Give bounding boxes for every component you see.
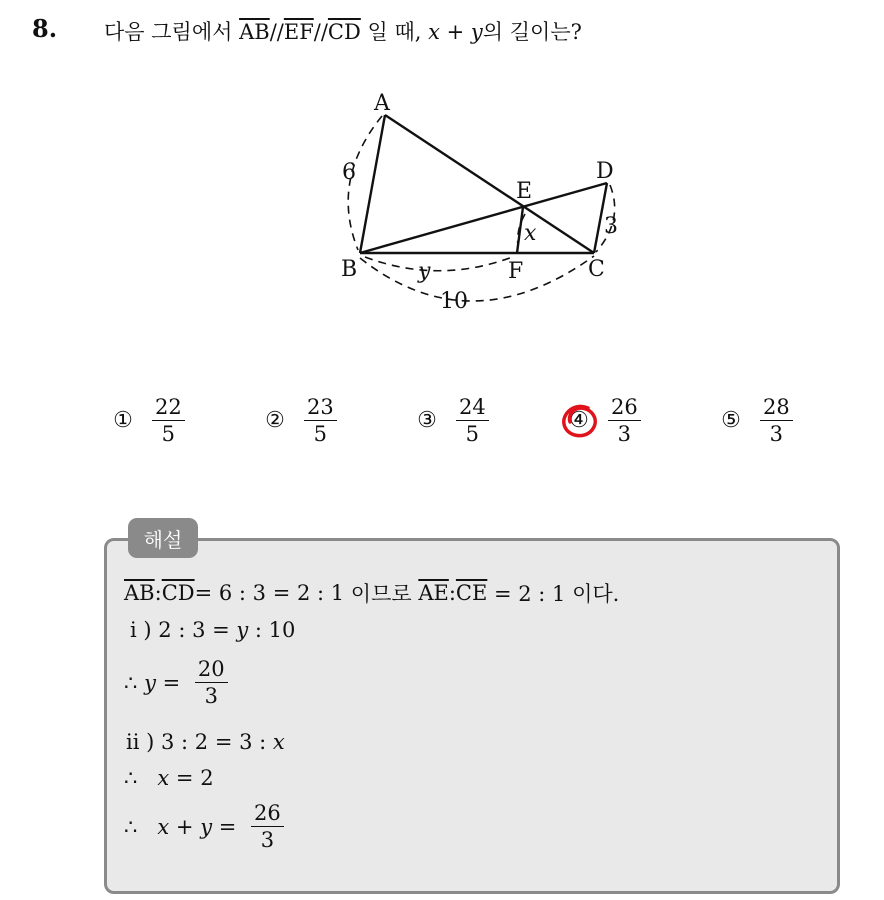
final-eq: =	[212, 814, 244, 839]
label-x: x	[524, 221, 537, 246]
choice-3[interactable]	[414, 385, 489, 455]
figure-lines	[360, 115, 607, 253]
step-label-ii: ii )	[126, 730, 155, 754]
choice-5-numerator: 28	[760, 394, 793, 421]
result-y-denominator: 3	[204, 684, 218, 708]
result-y-fraction	[195, 656, 228, 709]
choice-4-number: ④	[566, 408, 592, 433]
label-b: B	[341, 257, 358, 282]
choice-5-fraction	[760, 394, 793, 447]
choice-5-number: ⑤	[721, 407, 741, 433]
label-c: C	[588, 257, 605, 282]
segment-ef: $\overline{EF}$	[283, 20, 314, 44]
stem-expression: x + y	[428, 20, 483, 44]
choice-1-numerator: 22	[152, 394, 185, 421]
therefore-sign-3: ∴	[124, 814, 138, 839]
solution-line-4	[126, 730, 285, 754]
result-y-var: y	[144, 670, 156, 695]
segment-ef-line	[517, 207, 523, 253]
choice-4-numerator: 26	[608, 394, 641, 421]
solution-tag: 해설	[128, 518, 198, 558]
final-x-var: x	[157, 814, 170, 839]
choice-4-fraction	[608, 394, 641, 447]
solution-line-5	[124, 766, 214, 790]
choice-2-fraction	[304, 394, 337, 447]
parallel-sign-2: //	[313, 20, 328, 44]
choice-2-denominator: 5	[313, 421, 328, 446]
answer-choices	[0, 385, 884, 455]
sol-colon-1: :	[154, 581, 162, 605]
label-y: y	[418, 259, 431, 284]
segment-ac-line	[385, 115, 594, 253]
sol-text: 이므로	[344, 582, 419, 606]
choice-1-denominator: 5	[161, 421, 176, 446]
stem-mid: 일 때,	[367, 20, 422, 44]
question-number: 8.	[32, 14, 58, 43]
step-2-var: x	[272, 730, 285, 754]
result-y-numerator: 20	[195, 656, 228, 683]
geometry-figure	[320, 80, 640, 320]
sol-seg-ce: $\overline{CE}$	[455, 581, 488, 605]
selected-answer-mark	[558, 400, 602, 444]
choice-4-denominator: 3	[617, 421, 632, 446]
label-a: A	[374, 91, 390, 116]
step-label-i: i )	[130, 618, 152, 642]
label-e: E	[516, 179, 533, 204]
sol-ratio-eq: = 6 : 3 = 2 : 1	[194, 581, 345, 605]
arc-bc	[360, 256, 594, 301]
step-1-rest: : 10	[248, 618, 296, 642]
choice-2-numerator: 23	[304, 394, 337, 421]
step-1-expr: 2 : 3 =	[158, 618, 237, 642]
sol-seg-ae: $\overline{AE}$	[418, 581, 449, 605]
choice-1[interactable]	[110, 385, 185, 455]
label-length-ab: 6	[342, 160, 356, 185]
segment-cd: $\overline{CD}$	[327, 20, 361, 44]
label-length-bc: 10	[440, 289, 468, 314]
solution-line-1	[124, 578, 619, 608]
choice-3-denominator: 5	[465, 421, 480, 446]
therefore-sign-1: ∴	[124, 670, 138, 695]
choice-2-number: ②	[265, 407, 285, 433]
sol-seg-cd: $\overline{CD}$	[161, 581, 195, 605]
choice-5-denominator: 3	[769, 421, 784, 446]
choice-4[interactable]	[566, 385, 641, 455]
parallel-sign-1: //	[269, 20, 284, 44]
segment-bd-line	[360, 183, 607, 253]
stem-suffix: 의 길이는?	[482, 20, 582, 44]
step-2-expr: 3 : 2 = 3 :	[161, 730, 273, 754]
result-x-var: x	[157, 766, 170, 790]
final-denominator: 3	[260, 828, 275, 852]
choice-3-number: ③	[417, 407, 437, 433]
final-plus: +	[169, 814, 201, 839]
choice-3-numerator: 24	[456, 394, 489, 421]
label-length-cd: 3	[604, 214, 618, 239]
solution-line-6	[124, 800, 284, 853]
sol-tail: = 2 : 1 이다.	[487, 582, 620, 606]
result-x-rest: = 2	[169, 766, 214, 790]
question-stem	[104, 16, 582, 46]
result-y-eq: =	[155, 670, 187, 695]
segment-ab-line	[360, 115, 385, 253]
dimension-arcs	[348, 116, 614, 301]
sol-seg-ab: $\overline{AB}$	[124, 581, 155, 605]
choice-5[interactable]	[718, 385, 793, 455]
solution-line-3	[124, 656, 228, 709]
segment-ab: $\overline{AB}$	[239, 20, 270, 44]
final-y-var: y	[200, 814, 213, 839]
final-fraction	[251, 800, 284, 853]
choice-1-fraction	[152, 394, 185, 447]
label-d: D	[596, 159, 614, 184]
sol-colon-2: :	[448, 581, 456, 605]
stem-prefix: 다음 그림에서	[104, 20, 233, 44]
therefore-sign-2: ∴	[124, 766, 138, 790]
choice-2[interactable]	[262, 385, 337, 455]
arc-bf	[365, 256, 515, 271]
choice-3-fraction	[456, 394, 489, 447]
final-numerator: 26	[251, 800, 284, 827]
step-1-var: y	[236, 618, 249, 642]
solution-line-2	[130, 618, 295, 642]
label-f: F	[508, 259, 524, 284]
choice-1-number: ①	[113, 407, 133, 433]
